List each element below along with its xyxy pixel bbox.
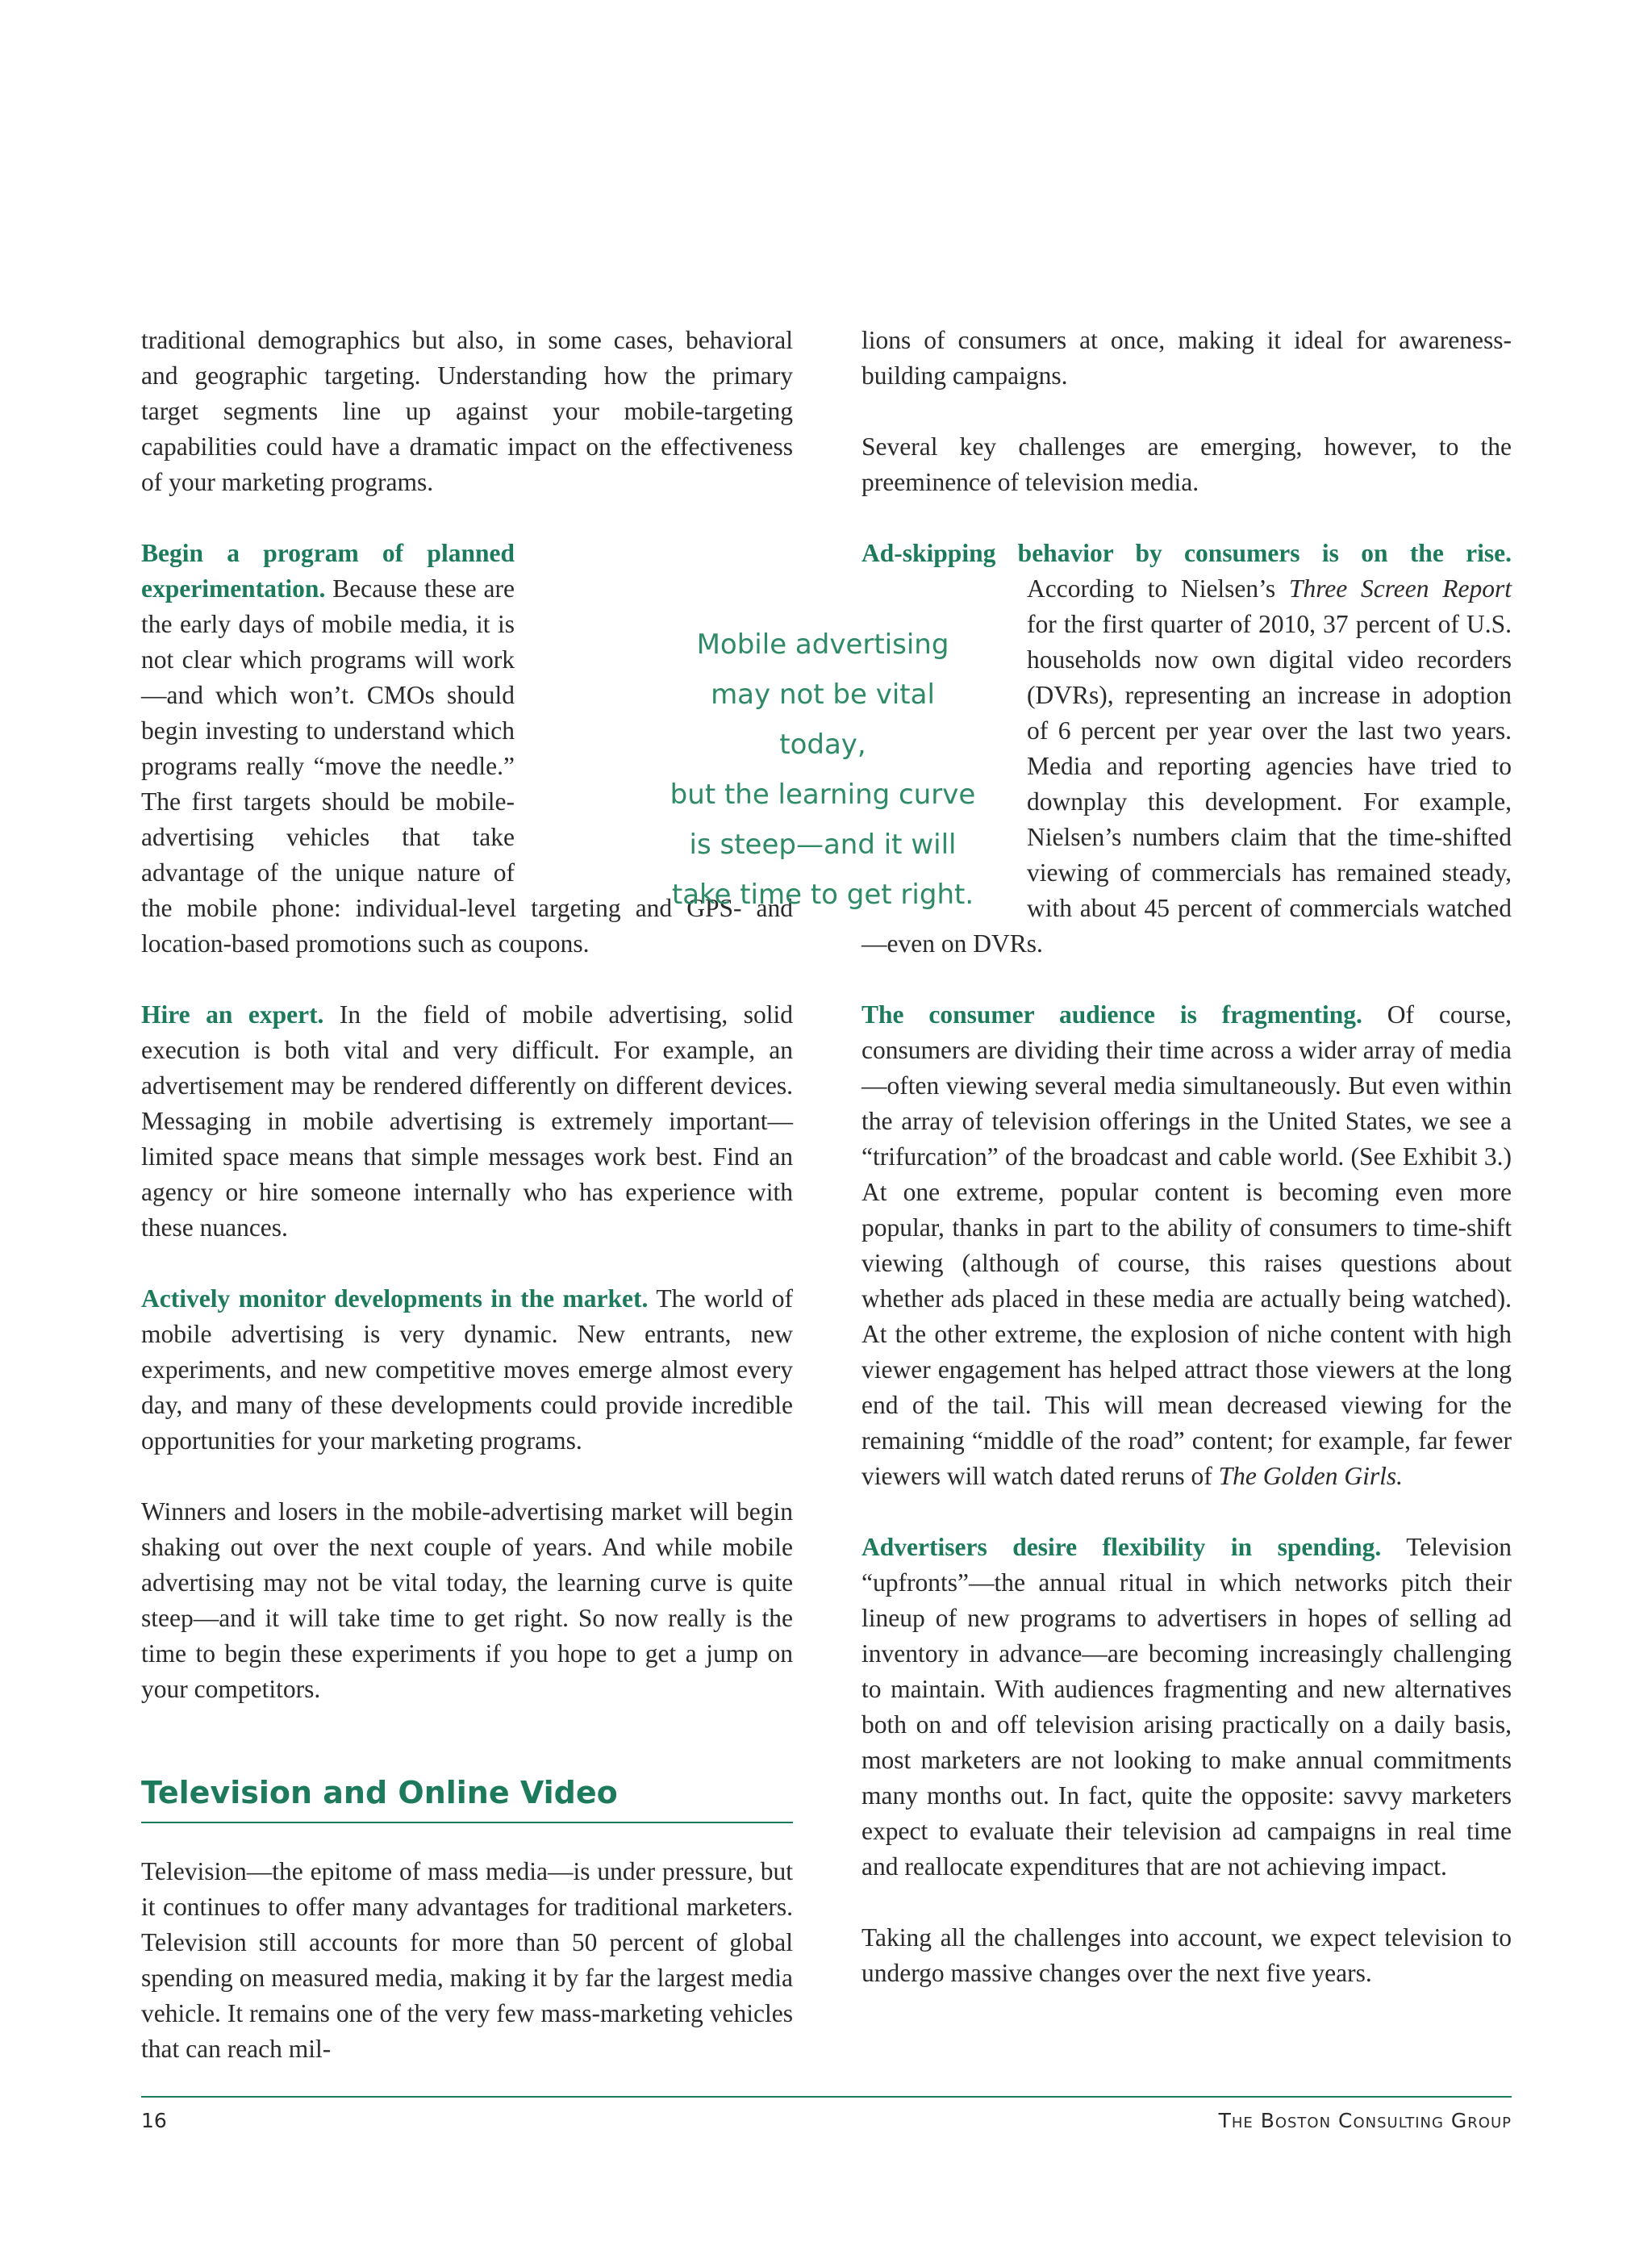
show-title: The Golden Girls.: [1218, 1462, 1403, 1490]
pull-quote-line: Mobile advertising: [696, 628, 949, 661]
report-title: Three Screen Report: [1288, 574, 1512, 603]
paragraph-winners-losers: Winners and losers in the mobile-advertising market will begin shaking out over the next couple of years. And while mobile advertising may not be vital today, the learning curve is quite steep—and it will take time to get right. So now really is the time to begin these experiments if you hope to get a jump on your competitors.: [141, 1497, 793, 1703]
lead-experimentation: Begin a program of planned experimentation.: [141, 539, 515, 603]
paragraph-challenges: Several key challenges are emerging, however, to the preeminence of television media.: [861, 432, 1512, 496]
paragraph-hire-expert: [141, 997, 793, 1246]
pull-quote-line: take time to get right.: [671, 879, 974, 911]
right-column: [861, 323, 1512, 2027]
paragraph-targeting: traditional demographics but also, in some cases, behavioral and geographic targeting. Understanding how the primary target segments line up against your mobile-targeting capabilities could have a dramatic impact on the effectiveness of your marketing programs.: [141, 326, 793, 496]
paragraph-television-intro: Television—the epitome of mass media—is under pressure, but it continues to offer many advantages for traditional marketers. Television still accounts for more than 50 percent of global spending on measured media, making it by far the largest media vehicle. It remains one of the very few mass-marketing vehicles that can reach mil-: [141, 1857, 793, 2063]
lead-flexibility: Advertisers desire flexibility in spending.: [861, 1533, 1382, 1561]
body-experimentation: Because these are the early days of mobile media, it is not clear which programs will work—and which won’t. CMOs should begin investing to understand which programs really “move the needle.” The first targets should be mobile-advertising vehicles that take advantage of the unique nature of the mobile phone: individual-level targeting and GPS- and location-based promotions such as coupons.: [141, 574, 793, 958]
lead-fragmenting: The consumer audience is fragmenting.: [861, 1000, 1362, 1029]
lead-ad-skipping: Ad-skipping behavior by consumers is on the rise.: [861, 539, 1512, 567]
footer-organization: The Boston Consulting Group: [1218, 2109, 1512, 2132]
body-monitor: The world of mobile advertising is very dynamic. New entrants, new experiments, and new competitive moves emerge almost every day, and many of these developments could provide incredible opportunities for your marketing programs.: [141, 1284, 794, 1455]
pull-quote-line: but the learning curve: [670, 779, 976, 811]
body-fragmenting: Of course, consumers are dividing their time across a wider array of media—often viewing several media simultaneously. But even within the array of television offerings in the United States, we see a “trifurcation” of the broadcast and cable world. (See Exhibit 3.) At one extreme, popular content is becoming even more popular, thanks in part to the ability of consumers to time-shift viewing (although of course, this raises questions about whether ads placed in these media are actually being watched). At the other extreme, the explosion of niche content with high viewer engagement has helped attract those viewers at the long end of the tail. This will mean decreased viewing for the remaining “middle of the road” content; for example, far fewer viewers will watch dated reruns of: [861, 1000, 1512, 1490]
paragraph-fragmenting: [861, 997, 1512, 1494]
paragraph-conclusion: Taking all the challenges into account, we expect television to undergo massive changes over the next five years.: [861, 1923, 1512, 1987]
section-heading-television: Television and Online Video: [141, 1772, 793, 1823]
pull-quote-line: may not be vital today,: [711, 678, 935, 761]
paragraph-awareness: lions of consumers at once, making it ideal for awareness-building campaigns.: [861, 326, 1512, 390]
body-hire-expert: In the field of mobile advertising, solid execution is both vital and very difficult. For example, an advertisement may be rendered differently on different devices. Messaging in mobile advertising is extremely important—limited space means that simple messages work best. Find an agency or hire someone internally who has experience with these nuances.: [141, 1000, 793, 1242]
lead-hire-expert: Hire an expert.: [141, 1000, 324, 1029]
pull-quote-line: is steep—and it will: [689, 829, 957, 861]
paragraph-monitor: [141, 1281, 793, 1459]
lead-monitor: Actively monitor developments in the market.: [141, 1284, 649, 1313]
body-ad-skipping-b: for the first quarter of 2010, 37 percent of U.S. households now own digital video recorders (DVRs), representing an increase in adoption of 6 percent per year over the last two years. Media and reporting agencies have tried to downplay this development. For example, Nielsen’s numbers claim that the time-shifted viewing of commercials has remained steady, with about 45 percent of commercials watched—even on DVRs.: [861, 610, 1512, 958]
footer-divider: [141, 2096, 1512, 2098]
body-ad-skipping-a: According to Nielsen’s: [1027, 574, 1289, 603]
left-column: [141, 323, 793, 2102]
pull-quote: [670, 620, 976, 920]
paragraph-flexibility: [861, 1530, 1512, 1885]
body-flexibility: Television “upfronts”—the annual ritual in which networks pitch their lineup of new programs to advertisers in hopes of selling ad inventory in advance—are becoming increasingly challenging to maintain. With audiences fragmenting and new alternatives both on and off television arising practically on a daily basis, most marketers are not looking to make annual commitments many months out. In fact, quite the opposite: savvy marketers expect to evaluate their television ad campaigns in real time and reallocate expenditures that are not achieving impact.: [861, 1533, 1512, 1881]
page-number: 16: [141, 2109, 167, 2132]
